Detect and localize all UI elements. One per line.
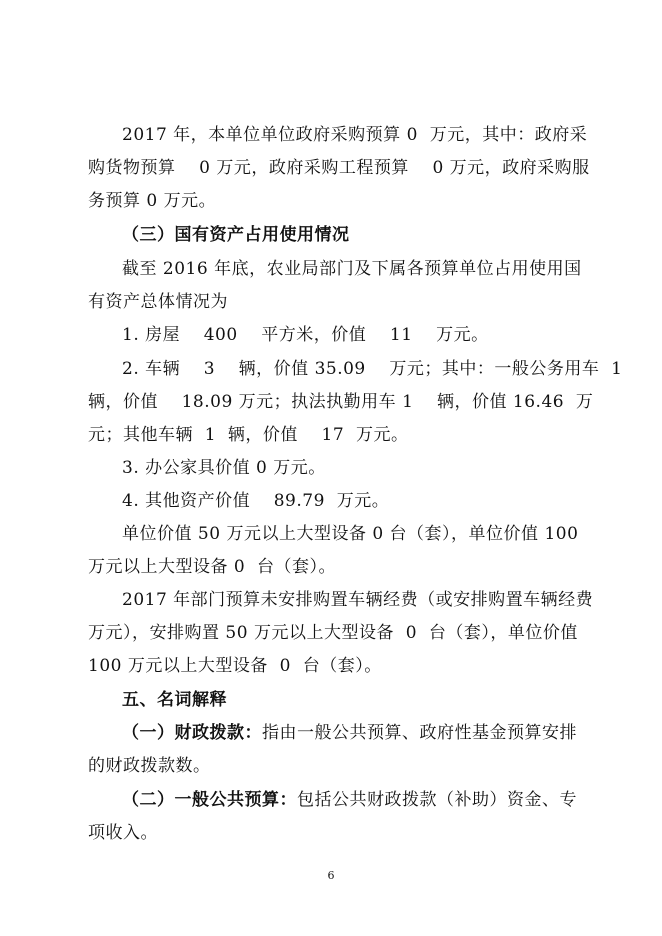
asset-item-other: 4. 其他资产价值 89.79 万元。 [122,491,390,511]
asset-item-vehicles-line-3: 元；其他车辆 1 辆，价值 17 万元。 [88,425,409,445]
plan-line-1: 2017 年部门预算未安排购置车辆经费（或安排购置车辆经费 [122,590,594,610]
term-fiscal-line-1 [122,723,577,743]
term-public-budget-definition: 包括公共财政拨款（补助）资金、专 [297,790,577,810]
terms-section-heading: 五、名词解释 [122,690,227,710]
term-public-budget-label: （二）一般公共预算： [122,790,297,810]
plan-line-3: 100 万元以上大型设备 0 台（套）。 [88,656,382,676]
asset-item-furniture: 3. 办公家具价值 0 万元。 [122,458,326,478]
asset-item-housing: 1. 房屋 400 平方米，价值 11 万元。 [122,325,489,345]
page-number: 6 [327,869,335,882]
procurement-line-3: 务预算 0 万元。 [88,191,217,211]
asset-item-vehicles-line-2: 辆，价值 18.09 万元；执法执勤用车 1 辆，价值 16.46 万 [88,392,594,412]
plan-line-2: 万元），安排购置 50 万元以上大型设备 0 台（套），单位价值 [88,623,578,643]
equipment-line-1: 单位价值 50 万元以上大型设备 0 台（套），单位价值 100 [122,524,579,544]
term-public-budget-line-1 [122,790,577,810]
term-fiscal-line-2: 的财政拨款数。 [88,756,211,776]
assets-intro-line-2: 有资产总体情况为 [88,292,228,312]
procurement-line-1: 2017 年，本单位单位政府采购预算 0 万元，其中：政府采 [122,125,588,145]
assets-section-heading: （三）国有资产占用使用情况 [122,225,350,245]
term-public-budget-line-2: 项收入。 [88,823,158,843]
term-fiscal-definition: 指由一般公共预算、政府性基金预算安排 [262,723,577,743]
procurement-line-2: 购货物预算 0 万元，政府采购工程预算 0 万元，政府采购服 [88,158,590,178]
assets-intro-line-1: 截至 2016 年底，农业局部门及下属各预算单位占用使用国 [122,259,582,279]
term-fiscal-label: （一）财政拨款： [122,723,262,743]
asset-item-vehicles-line-1: 2. 车辆 3 辆，价值 35.09 万元；其中：一般公务用车 1 [122,359,623,379]
equipment-line-2: 万元以上大型设备 0 台（套）。 [88,557,337,577]
